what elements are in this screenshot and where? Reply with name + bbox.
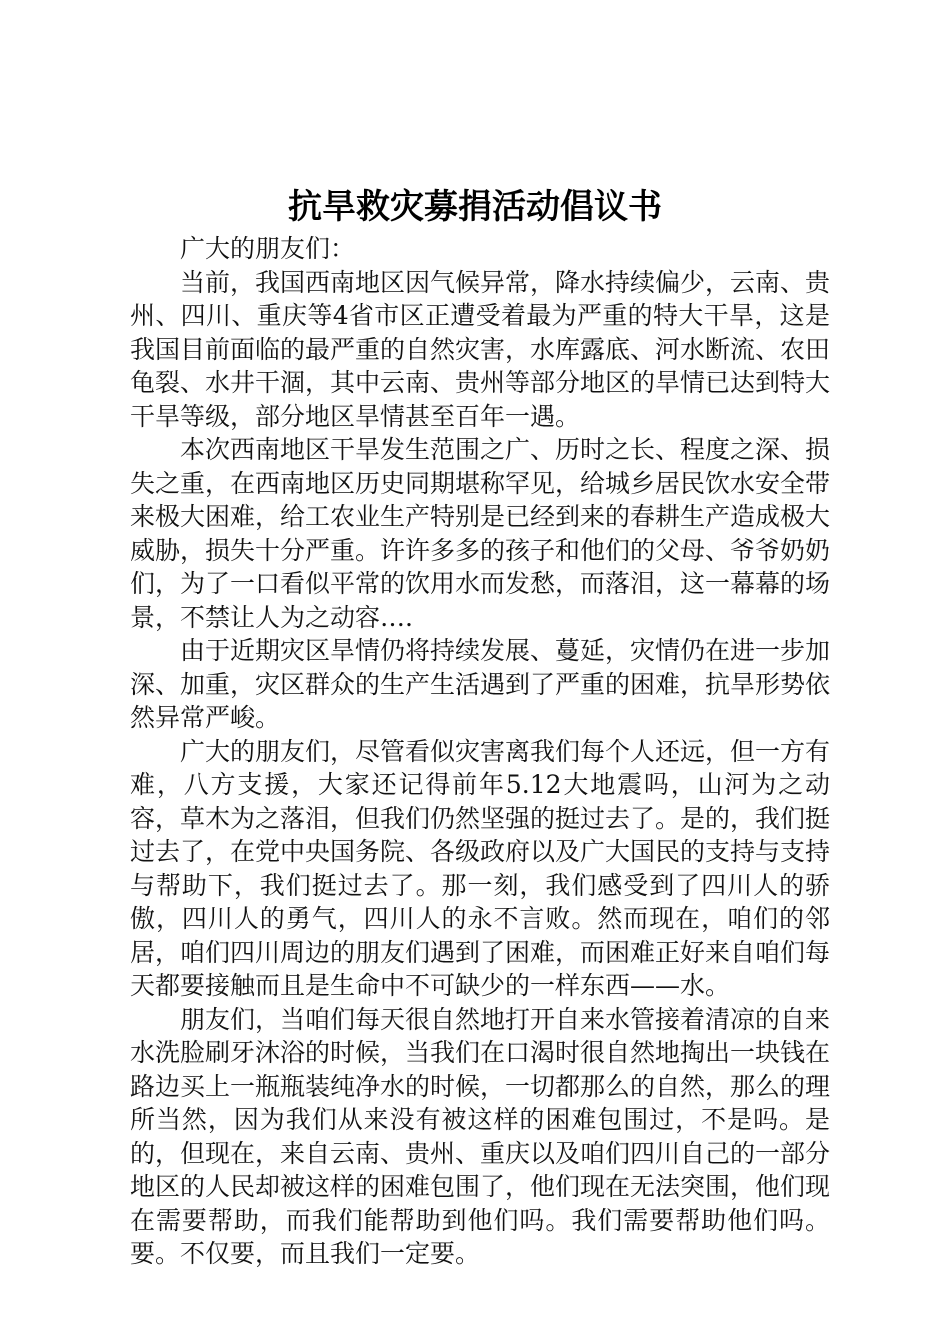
body-paragraph: 当前，我国西南地区因气候异常，降水持续偏少，云南、贵州、四川、重庆等4省市区正遭受着最为严重的特大干旱，这是我国目前面临的最严重的自然灾害，水库露底、河水断流、农田龟裂、水井干涸，其中云南、贵州等部分地区的旱情已达到特大干旱等级，部分地区旱情甚至百年一遇。 xyxy=(130,267,831,431)
body-paragraph: 本次西南地区干旱发生范围之广、历时之长、程度之深、损失之重，在西南地区历史同期堪称罕见，给城乡居民饮水安全带来极大困难，给工农业生产特别是已经到来的春耕生产造成极大威胁，损失十分严重。许许多多的孩子和他们的父母、爷爷奶奶们，为了一口看似平常的饮用水而发愁，而落泪，这一幕幕的场景，不禁让人为之动容…. xyxy=(130,435,831,632)
document-body xyxy=(130,232,830,1271)
greeting-line: 广大的朋友们： xyxy=(180,234,356,263)
body-paragraph: 由于近期灾区旱情仍将持续发展、蔓延，灾情仍在进一步加深、加重，灾区群众的生产生活遇到了严重的困难，抗旱形势依然异常严峻。 xyxy=(130,636,831,732)
body-paragraph: 朋友们，当咱们每天很自然地打开自来水管接着清凉的自来水洗脸刷牙沐浴的时候，当我们在口渴时很自然地掏出一块钱在路边买上一瓶瓶装纯净水的时候，一切都那么的自然，那么的理所当然，因为我们从来没有被这样的困难包围过，不是吗。是的，但现在，来自云南、贵州、重庆以及咱们四川自己的一部分地区的人民却被这样的困难包围了，他们现在无法突围，他们现在需要帮助，而我们能帮助到他们吗。我们需要帮助他们吗。要。不仅要，而且我们一定要。 xyxy=(130,1004,831,1268)
body-paragraph: 广大的朋友们，尽管看似灾害离我们每个人还远，但一方有难，八方支援，大家还记得前年5.12大地震吗，山河为之动容，草木为之落泪，但我们仍然坚强的挺过去了。是的，我们挺过去了，在党中央国务院、各级政府以及广大国民的支持与支持与帮助下，我们挺过去了。那一刻，我们感受到了四川人的骄傲，四川人的勇气，四川人的永不言败。然而现在，咱们的邻居，咱们四川周边的朋友们遇到了困难，而困难正好来自咱们每天都要接触而且是生命中不可缺少的一样东西——水。 xyxy=(130,736,831,1000)
document-title: 抗旱救灾募捐活动倡议书 xyxy=(288,187,662,227)
